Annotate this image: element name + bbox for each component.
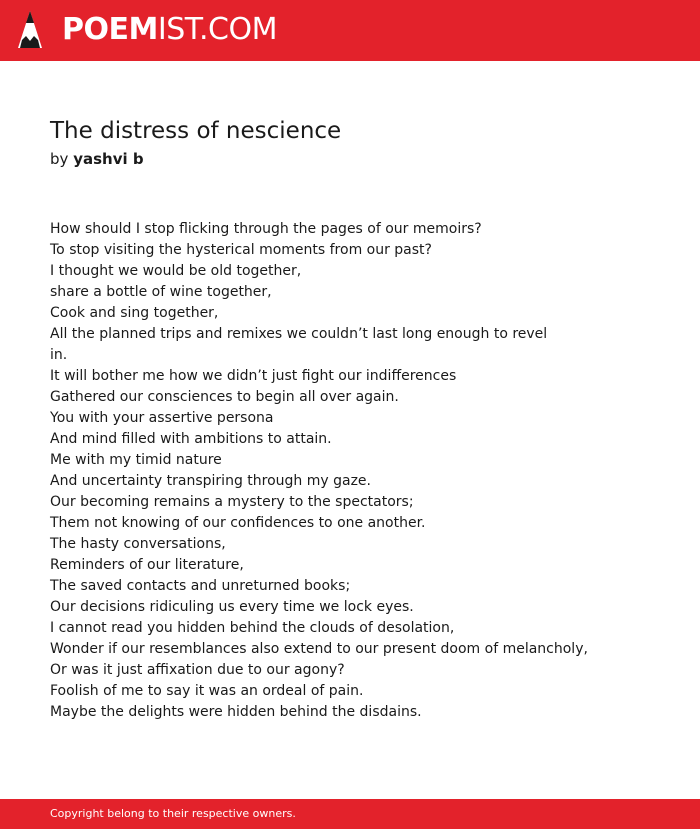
poem-line: Maybe the delights were hidden behind the disdains. (50, 704, 422, 720)
poem-line: Reminders of our literature, (50, 557, 244, 573)
byline (50, 148, 144, 170)
by-label: by (50, 150, 69, 168)
poem-line: Foolish of me to say it was an ordeal of pain. (50, 683, 364, 699)
poem-line: You with your assertive persona (50, 410, 274, 426)
logo-light-text: IST.COM (157, 12, 277, 47)
poem-line: The saved contacts and unreturned books; (50, 578, 351, 594)
poem-line: And uncertainty transpiring through my gaze. (50, 473, 371, 489)
poem-line: Gathered our consciences to begin all over again. (50, 389, 399, 405)
poem-line: And mind filled with ambitions to attain. (50, 431, 332, 447)
copyright-notice: Copyright belong to their respective owners. (50, 807, 296, 820)
poem-line: Me with my timid nature (50, 452, 222, 468)
poem-line: I thought we would be old together, (50, 263, 302, 279)
poem-line: in. (50, 347, 68, 363)
site-header (0, 0, 700, 61)
poem-line: Wonder if our resemblances also extend to our present doom of melancholy, (50, 641, 588, 657)
poem-line: To stop visiting the hysterical moments from our past? (50, 242, 432, 258)
poem-body (50, 219, 650, 723)
site-footer (0, 799, 700, 829)
poem-line: It will bother me how we didn’t just fight our indifferences (50, 368, 457, 384)
poem-line: The hasty conversations, (50, 536, 226, 552)
poem-line: I cannot read you hidden behind the clouds of desolation, (50, 620, 455, 636)
poem-line: Them not knowing of our confidences to one another. (50, 515, 426, 531)
poem-line: How should I stop flicking through the pages of our memoirs? (50, 221, 482, 237)
poem-line: Cook and sing together, (50, 305, 219, 321)
site-logo[interactable] (62, 12, 277, 48)
pencil-icon (17, 10, 43, 52)
poem-line: All the planned trips and remixes we couldn’t last long enough to revel (50, 326, 548, 342)
logo-bold-text: POEM (62, 12, 158, 47)
poem-line: Our becoming remains a mystery to the spectators; (50, 494, 414, 510)
poem-line: Or was it just affixation due to our agony? (50, 662, 345, 678)
poem-line: share a bottle of wine together, (50, 284, 272, 300)
poem-title: The distress of nescience (50, 118, 342, 144)
author-name: yashvi b (73, 150, 144, 168)
poem-line: Our decisions ridiculing us every time we lock eyes. (50, 599, 414, 615)
